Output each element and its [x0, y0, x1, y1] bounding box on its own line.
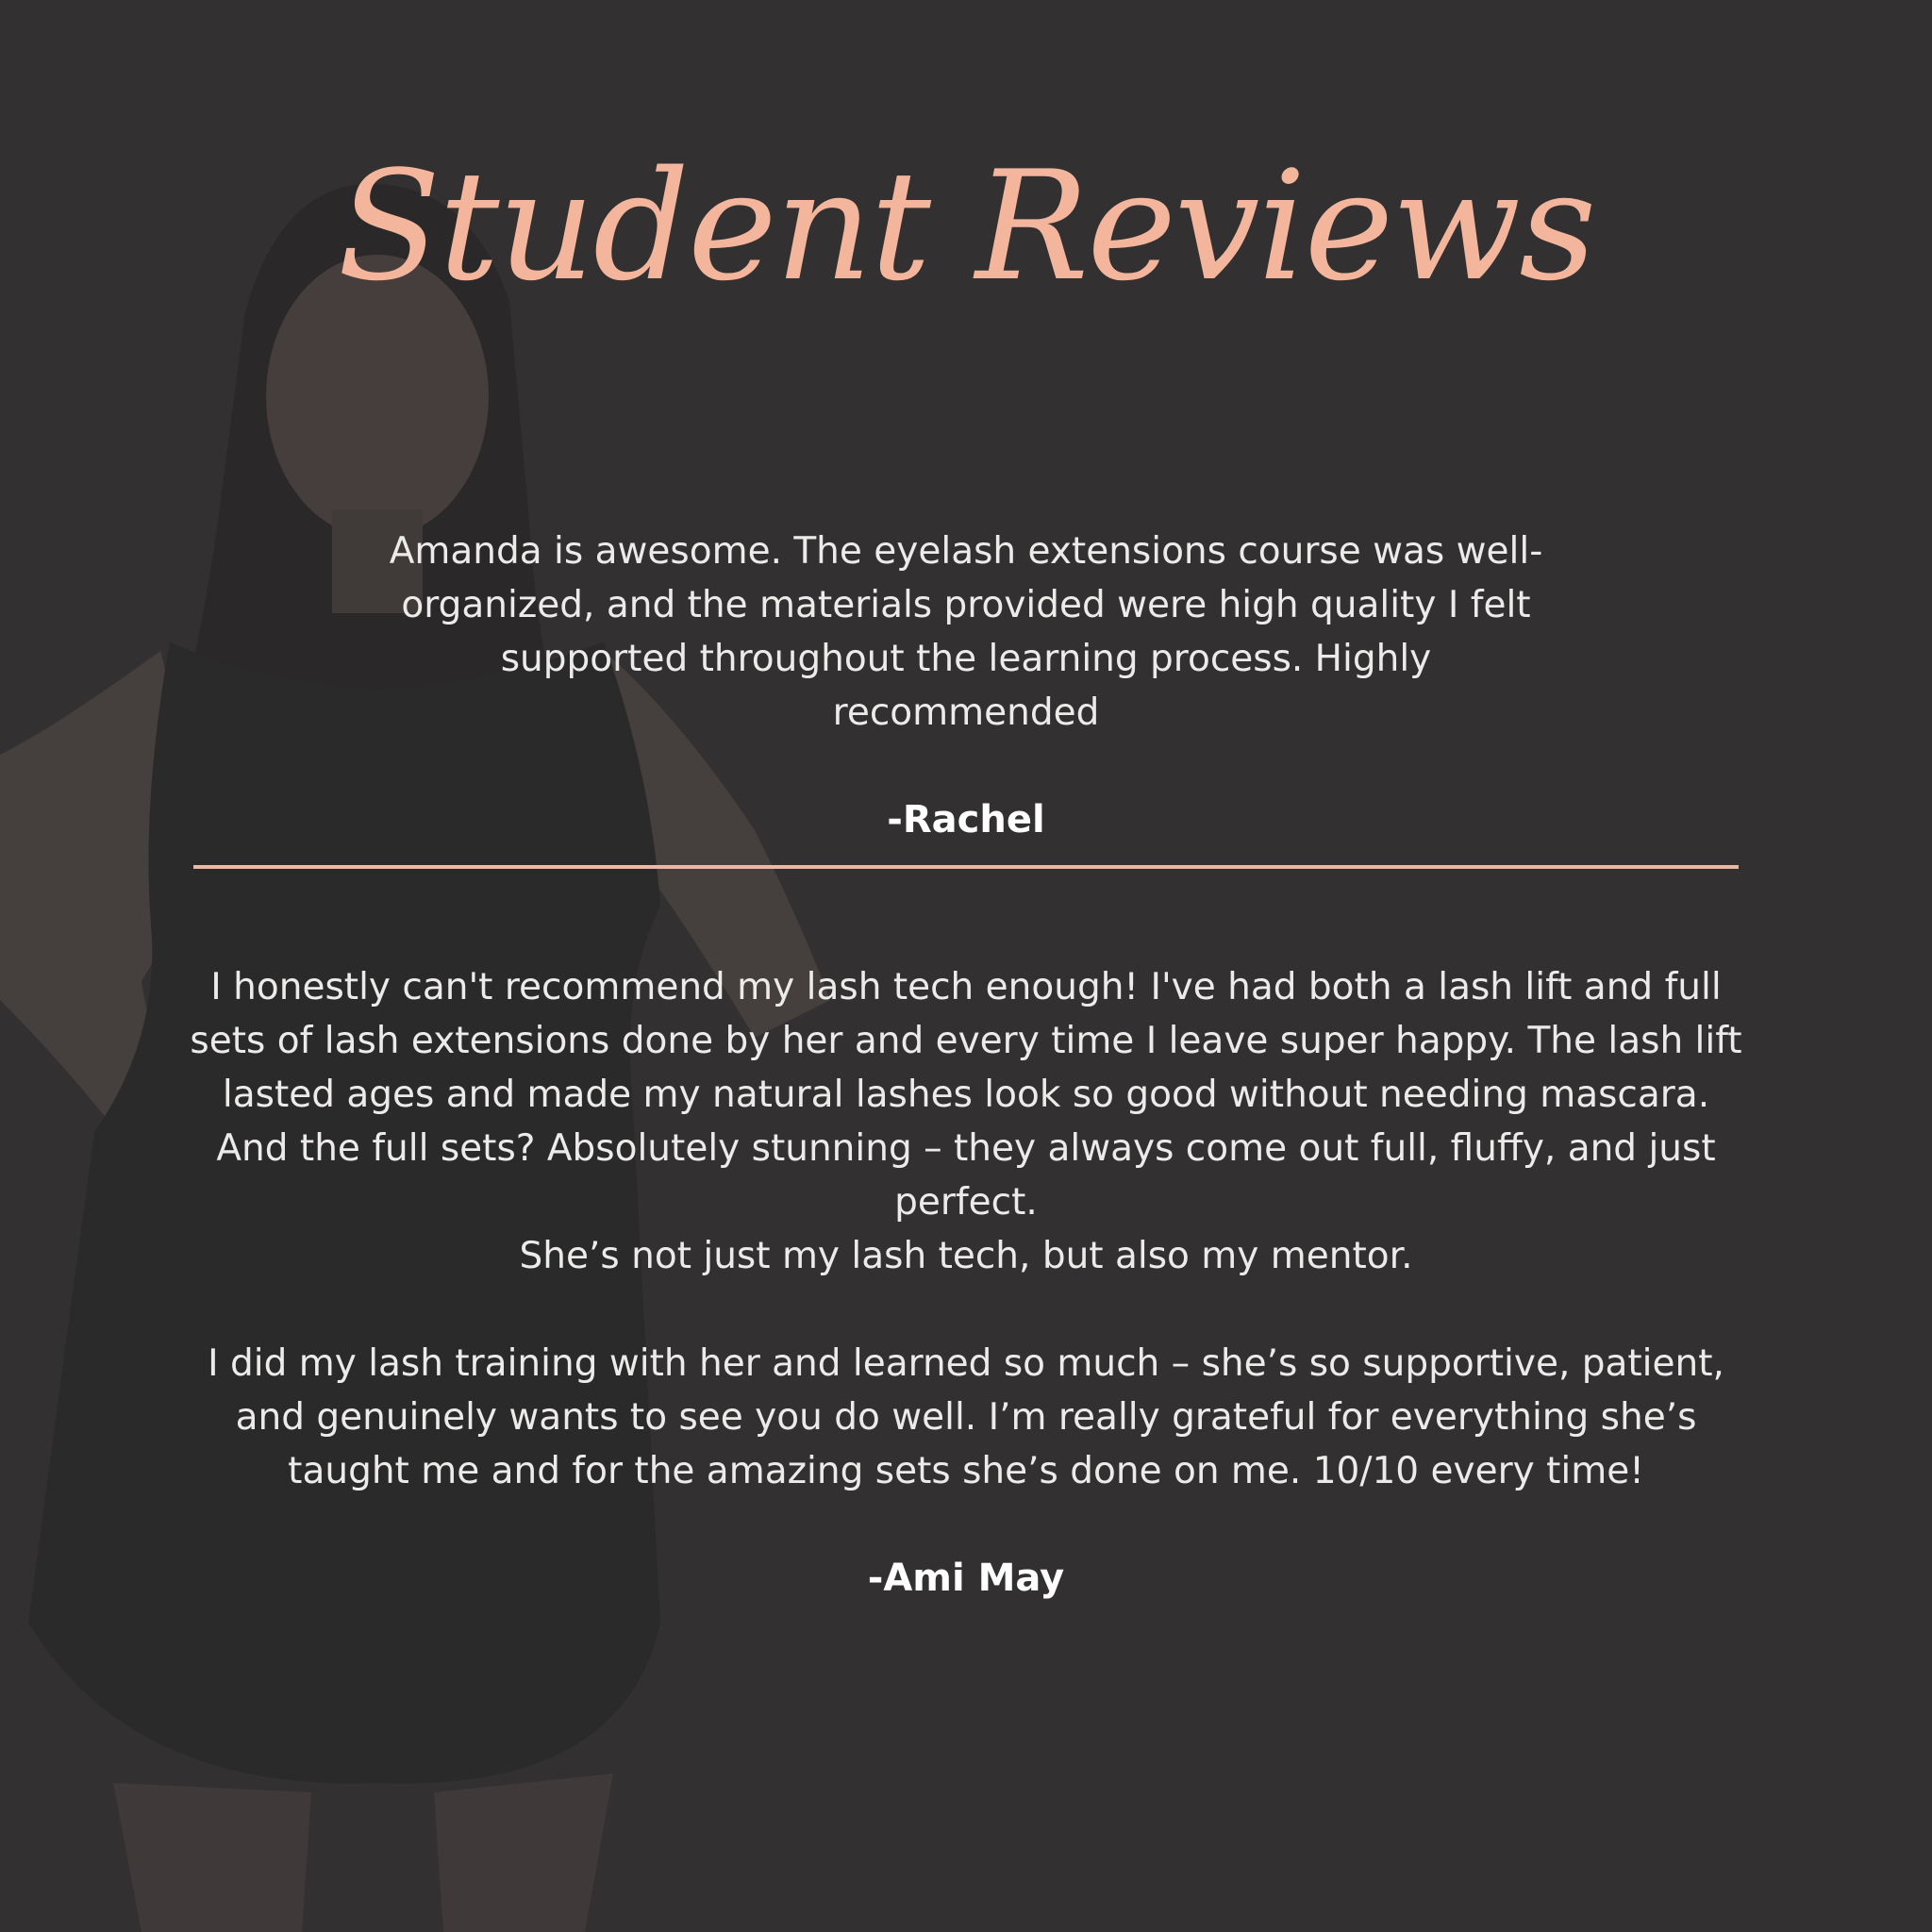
portrait-legs — [113, 1774, 613, 1932]
review-ami-may — [189, 960, 1743, 1606]
review-text: She’s not just my lash tech, but also my mentor. — [519, 1235, 1413, 1277]
review-author: -Rachel — [887, 798, 1045, 841]
page-title: Student Reviews — [337, 138, 1595, 314]
review-text: Amanda is awesome. The eyelash extensions course was well-organized, and the materials provided were high quality I felt supported throughout the learning process. Highly recommended — [389, 530, 1543, 734]
review-author: -Ami May — [867, 1557, 1065, 1600]
review-text: I honestly can't recommend my lash tech enough! I've had both a lash lift and full sets of lash extensions done by her and every time I leave super happy. The lash lift lasted ages and made my natural lashes look so good without needing mascara. And the full sets? Absolutely stunning – they always come out full, fluffy, and just perfect. — [190, 966, 1742, 1224]
review-rachel — [189, 525, 1743, 847]
review-text: I did my lash training with her and learned so much – she’s so supportive, patient, and genuinely wants to see you do well. I’m really grateful for everything she’s taught me and for the amazing sets she’s done on me. 10/10 every time! — [208, 1342, 1724, 1492]
divider — [193, 865, 1739, 869]
